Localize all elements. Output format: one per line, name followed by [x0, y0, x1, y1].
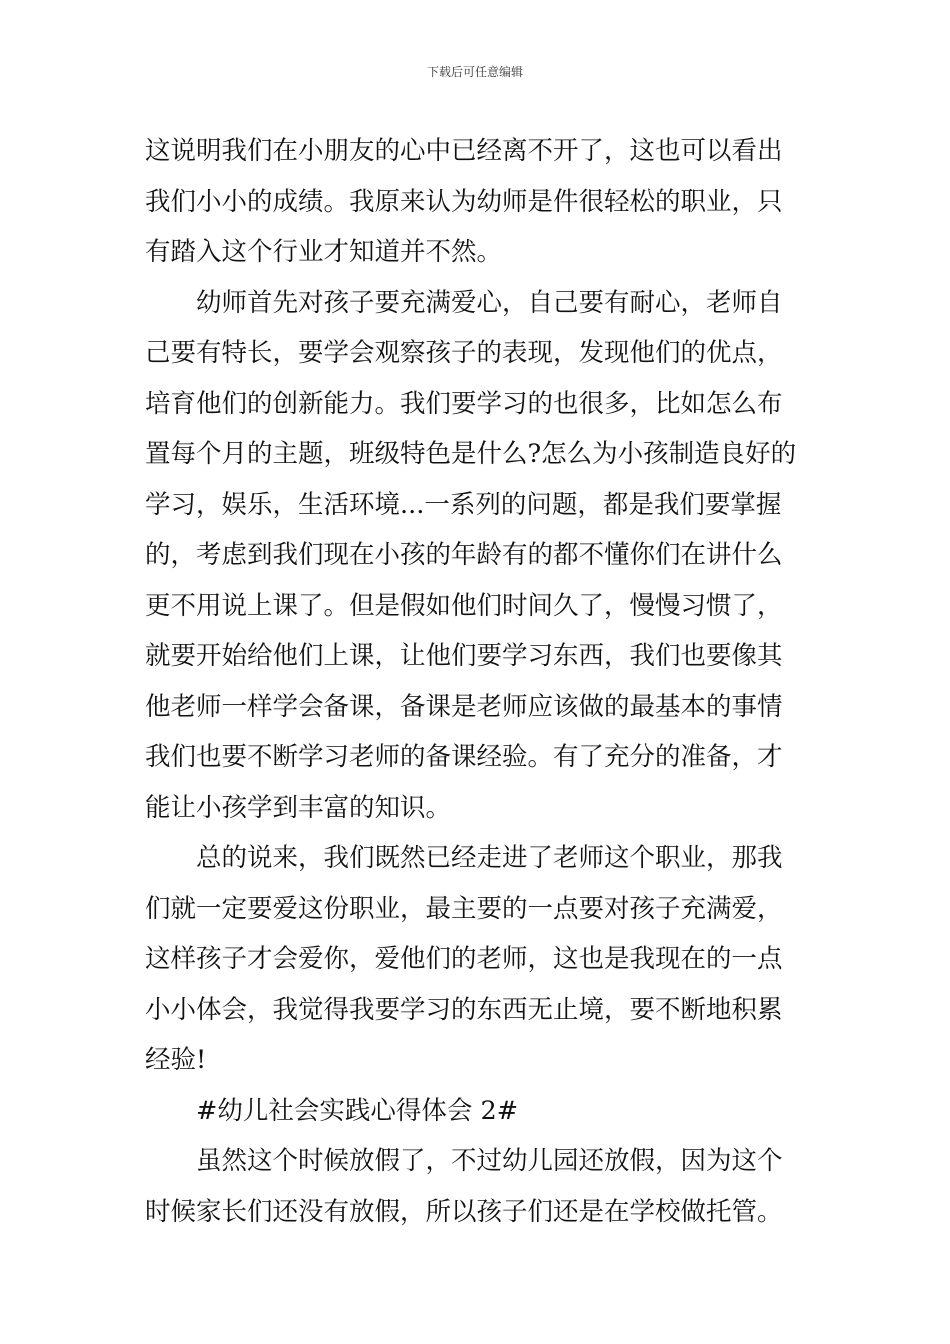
text-line: 我们小小的成绩。我原来认为幼师是件很轻松的职业，只: [145, 186, 783, 217]
text-line: 的，考虑到我们现在小孩的年龄有的都不懂你们在讲什么: [145, 540, 783, 570]
text-line: 幼师首先对孩子要充满爱心，自己要有耐心，老师自: [196, 287, 783, 318]
text-line: 培育他们的创新能力。我们要学习的也很多，比如怎么布: [145, 388, 783, 419]
text-line: 置每个月的主题，班级特色是什么?怎么为小孩制造良好的: [145, 439, 797, 469]
text-line: 时候家长们还没有放假，所以孩子们还是在学校做托管。: [145, 1196, 783, 1227]
text-line: 更不用说上课了。但是假如他们时间久了，慢慢习惯了，: [145, 590, 783, 621]
text-line: 虽然这个时候放假了，不过幼儿园还放假，因为这个: [196, 1146, 783, 1176]
text-line: 我们也要不断学习老师的备课经验。有了充分的准备，才: [145, 742, 783, 772]
text-line: 总的说来，我们既然已经走进了老师这个职业，那我: [196, 843, 783, 873]
text-line: 就要开始给他们上课，让他们要学习东西，我们也要像其: [145, 641, 783, 671]
text-line: 能让小孩学到丰富的知识。: [145, 792, 452, 823]
text-line: 们就一定要爱这份职业，最主要的一点要对孩子充满爱，: [145, 893, 783, 924]
page-header: 下载后可任意编辑: [426, 65, 523, 79]
text-line: 己要有特长，要学会观察孩子的表现，发现他们的优点，: [145, 338, 783, 368]
text-line: 有踏入这个行业才知道并不然。: [145, 237, 503, 267]
text-line: 小小体会，我觉得我要学习的东西无止境，要不断地积累: [145, 994, 783, 1025]
text-line: 他老师一样学会备课，备课是老师应该做的最基本的事情: [145, 691, 783, 722]
text-line: 这说明我们在小朋友的心中已经离不开了，这也可以看出: [145, 136, 783, 166]
text-line: #幼儿社会实践心得体会 2#: [196, 1095, 519, 1126]
text-line: 这样孩子才会爱你，爱他们的老师，这也是我现在的一点: [145, 944, 783, 974]
document-body: [145, 126, 810, 1237]
text-line: 学习，娱乐，生活环境...一系列的问题，都是我们要掌握: [145, 489, 782, 520]
text-line: 经验!: [145, 1045, 207, 1075]
